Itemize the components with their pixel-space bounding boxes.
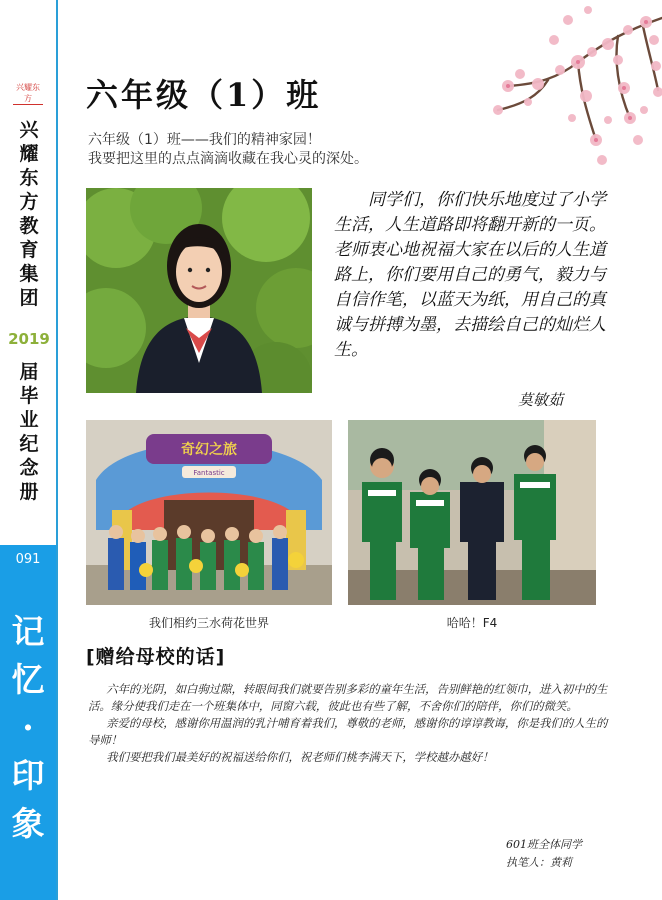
teacher-photo <box>86 188 312 393</box>
cherry-blossom-decoration <box>468 0 662 170</box>
group-photo-f4 <box>348 420 596 605</box>
sign-text: 奇幻之旅 <box>181 442 237 458</box>
yearbook-title: 届毕业纪念册 <box>19 361 39 503</box>
school-name: 兴耀东方教育集团 <box>19 119 39 309</box>
graduation-year: 2019 <box>8 330 50 348</box>
photo-caption-lotus-world: 我们相约三水荷花世界 <box>148 616 269 630</box>
message-signature-class: 601班全体同学 <box>506 838 582 851</box>
message-paragraph-1: 六年的光阴，如白驹过隙，转眼间我们就要告别多彩的童年生活，告别鲜艳的红领巾，进入初中的生活。缘分使我们走在一个班集体中，同窗六载，彼此也有些了解，不舍你们的陪伴，你们的微笑。 <box>88 682 608 713</box>
teacher-letter-text: 同学们，你们快乐地度过了小学生活，人生道路即将翻开新的一页。老师衷心地祝福大家在以后的人生道路上，你们要用自己的勇气，毅力与自信作笔，以蓝天为纸，用自己的真诚与拼搏为墨，去描绘自己的灿烂人生。 <box>334 190 606 360</box>
photo-caption-f4: 哈哈！F4 <box>446 616 498 630</box>
class-heading: 六年级（1）班 <box>86 76 322 114</box>
message-paragraph-3: 我们要把我们最美好的祝福送给你们，祝老师们桃李满天下，学校越办越好！ <box>106 750 494 764</box>
message-paragraph-2: 亲爱的母校，感谢你用温润的乳汁哺育着我们，尊敬的老师，感谢你的谆谆教诲，你是我们的人生的导师！ <box>88 716 608 747</box>
page-number: 091 <box>15 552 41 567</box>
intro-line-2: 我要把这里的点点滴滴收藏在我心灵的深处。 <box>88 151 368 167</box>
teacher-letter <box>334 188 612 363</box>
message-section-title: [赠给母校的话] <box>86 646 226 668</box>
sign-subtext: Fantastic <box>193 469 225 477</box>
school-logo: 兴耀东方 <box>13 82 43 105</box>
group-photo-lotus-world <box>86 420 332 605</box>
message-to-school <box>88 681 608 766</box>
message-signature-writer: 执笔人：黄莉 <box>506 856 572 869</box>
intro-line-1: 六年级（1）班——我们的精神家园！ <box>88 132 321 148</box>
section-name: 记忆·印象 <box>11 612 45 843</box>
teacher-signature: 莫敏茹 <box>518 391 564 409</box>
intro-text <box>88 131 368 169</box>
